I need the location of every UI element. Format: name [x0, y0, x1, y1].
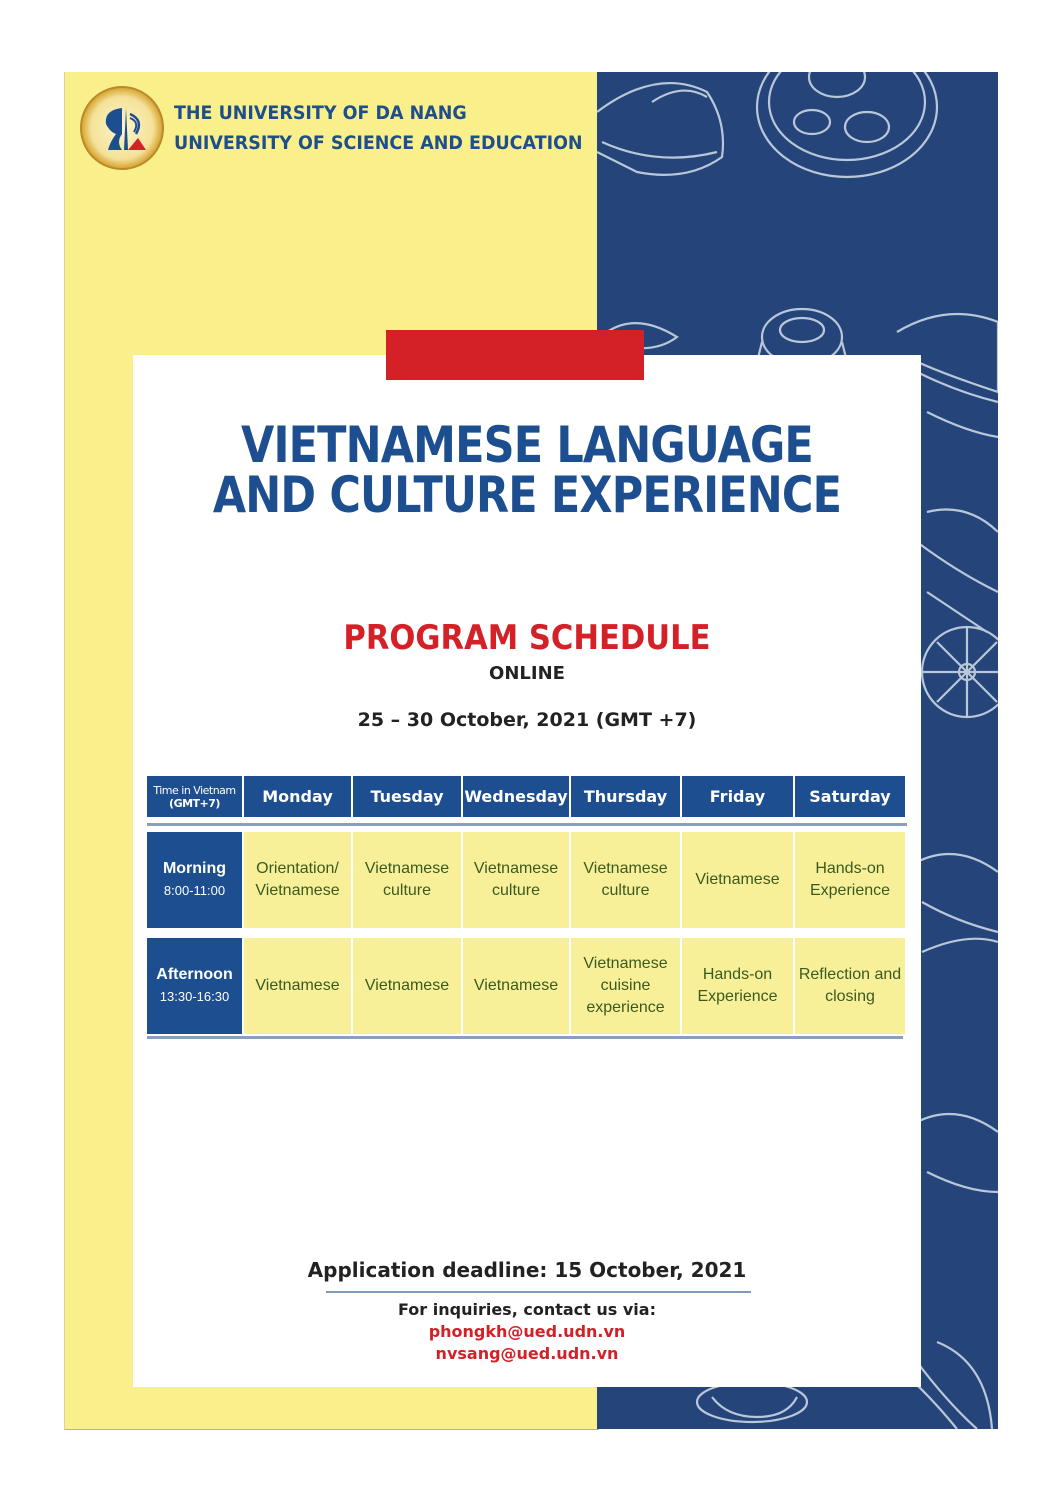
schedule-cell: Vietnamese culture	[463, 832, 571, 928]
schedule-cell: Reflection and closing	[795, 938, 907, 1034]
schedule-heading: PROGRAM SCHEDULE	[343, 618, 711, 658]
schedule-cell: Vietnamese	[682, 832, 795, 928]
table-row	[147, 832, 907, 928]
deadline-divider	[326, 1291, 751, 1293]
schedule-table	[147, 776, 907, 1039]
schedule-dates: 25 – 30 October, 2021 (GMT +7)	[357, 709, 697, 731]
schedule-mode: ONLINE	[489, 663, 565, 684]
schedule-cell: Hands-on Experience	[795, 832, 907, 928]
page-title	[133, 416, 921, 524]
day-header-monday: Monday	[244, 776, 353, 817]
schedule-cell: Vietnamese culture	[571, 832, 682, 928]
schedule-cell: Vietnamese	[463, 938, 571, 1034]
email-link-phongkh[interactable]: phongkh@ued.udn.vn	[428, 1322, 626, 1341]
inquiry-label: For inquiries, contact us via:	[398, 1300, 656, 1319]
day-header-saturday: Saturday	[795, 776, 907, 817]
schedule-cell: Hands-on Experience	[682, 938, 795, 1034]
title-line2: AND CULTURE EXPERIENCE	[212, 466, 842, 524]
day-header-thursday: Thursday	[571, 776, 682, 817]
contact-info	[133, 1299, 921, 1365]
schedule-cell: Orientation/ Vietnamese	[244, 832, 353, 928]
university-name	[174, 98, 618, 158]
schedule-cell: Vietnamese culture	[353, 832, 463, 928]
schedule-cell: Vietnamese	[244, 938, 353, 1034]
schedule-cell: Vietnamese	[353, 938, 463, 1034]
table-bottom-rule	[147, 1036, 903, 1039]
table-row	[147, 938, 907, 1034]
header-divider	[147, 823, 907, 826]
period-cell-afternoon: Afternoon 13:30-16:30	[147, 938, 244, 1034]
day-header-wednesday: Wednesday	[463, 776, 571, 817]
email-link-nvsang[interactable]: nvsang@ued.udn.vn	[435, 1344, 619, 1363]
seal-emblem-icon	[100, 104, 148, 154]
day-header-friday: Friday	[682, 776, 795, 817]
red-accent-bar	[386, 330, 644, 380]
table-header-row	[147, 776, 907, 817]
university-header	[80, 86, 618, 170]
period-cell-morning: Morning 8:00-11:00	[147, 832, 244, 928]
title-line1: VIETNAMESE LANGUAGE	[241, 416, 813, 474]
university-name-line2: UNIVERSITY OF SCIENCE AND EDUCATION	[174, 132, 583, 154]
schedule-cell: Vietnamese cuisine experience	[571, 938, 682, 1034]
university-seal-logo	[80, 86, 164, 170]
application-deadline: Application deadline: 15 October, 2021	[307, 1258, 747, 1282]
time-header-cell: Time in Vietnam (GMT+7)	[147, 776, 244, 817]
day-header-tuesday: Tuesday	[353, 776, 463, 817]
university-name-line1: THE UNIVERSITY OF DA NANG	[174, 102, 467, 124]
